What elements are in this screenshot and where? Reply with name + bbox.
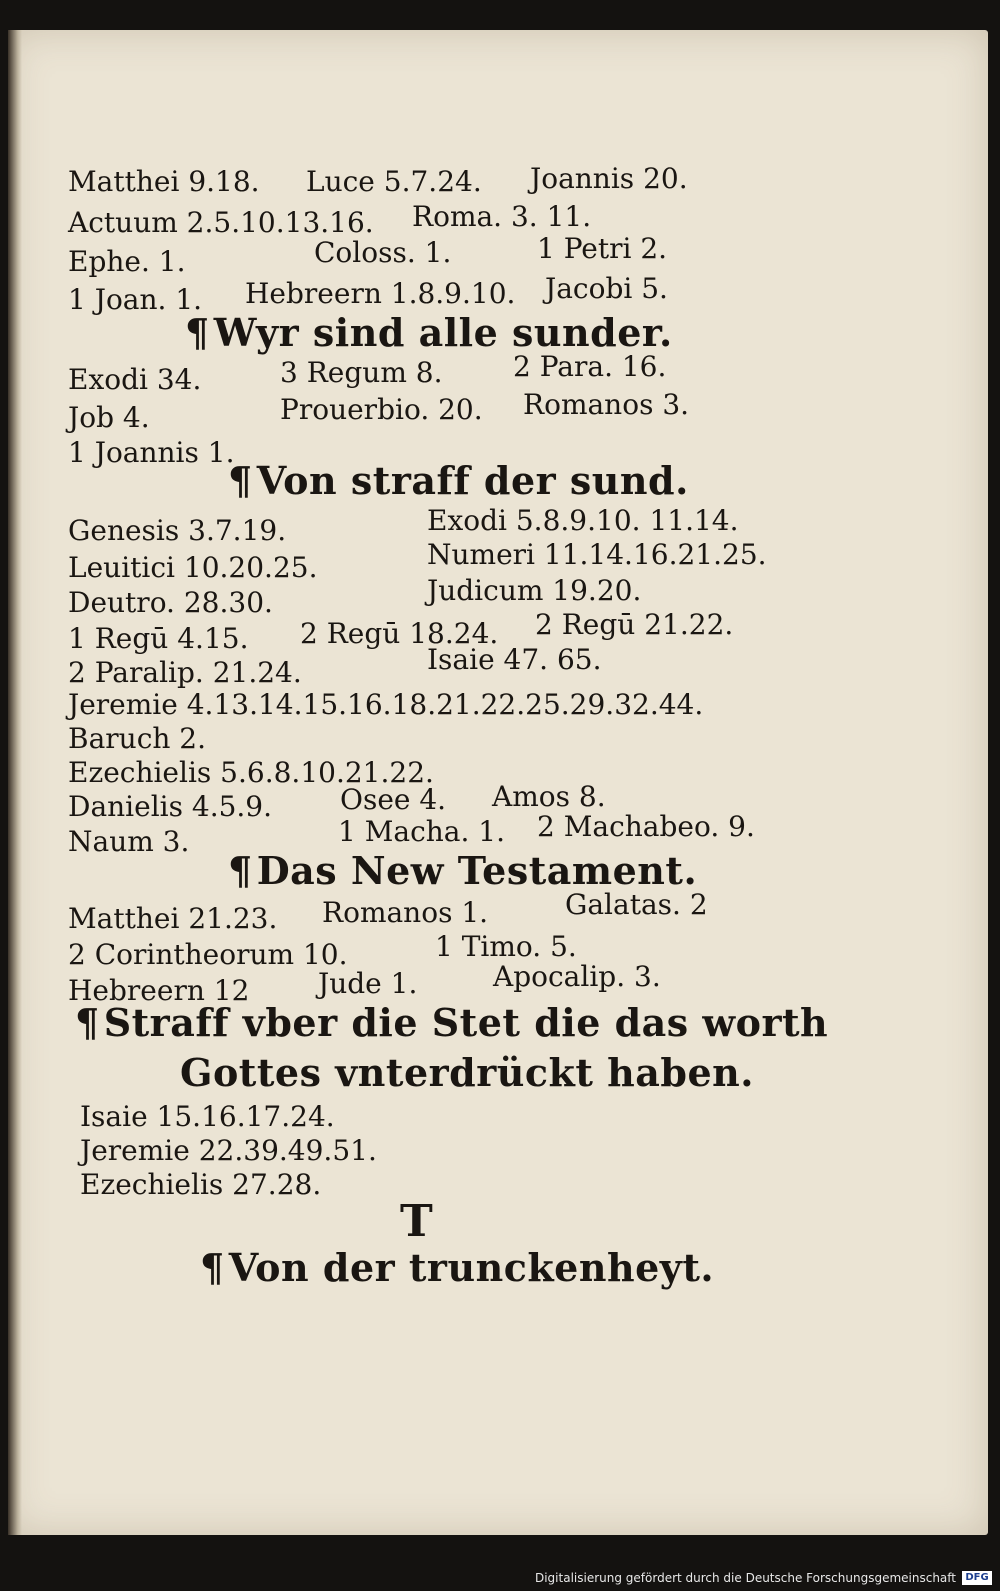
ref-entry: Luce 5.7.24. — [306, 165, 482, 198]
ref-entry: 1 Joannis 1. — [68, 436, 235, 469]
ref-entry: Deutro. 28.30. — [68, 586, 273, 619]
footer-credit: Digitalisierung gefördert durch die Deutsche Forschungsgemeinschaft — [534, 1571, 956, 1585]
pilcrow-icon: ¶ — [228, 848, 253, 893]
ref-entry: Job 4. — [68, 401, 150, 434]
ref-entry: Jeremie 4.13.14.15.16.18.21.22.25.29.32.44. — [68, 688, 704, 721]
ref-entry: Judicum 19.20. — [427, 574, 642, 607]
section-heading — [75, 1000, 828, 1045]
pilcrow-icon: ¶ — [185, 310, 210, 355]
ref-entry: Joannis 20. — [530, 162, 688, 195]
ref-entry: Romanos 3. — [523, 388, 690, 421]
section-heading — [200, 1245, 714, 1290]
ref-entry: Ezechielis 27.28. — [80, 1168, 322, 1201]
ref-entry: Romanos 1. — [322, 896, 489, 929]
ref-entry: 1 Macha. 1. — [338, 815, 506, 848]
ref-entry: Isaie 47. 65. — [427, 643, 602, 676]
ref-entry: Jacobi 5. — [545, 272, 668, 305]
ref-entry: 2 Regū 21.22. — [535, 608, 734, 641]
ref-entry: Roma. 3. 11. — [412, 200, 592, 233]
ref-entry: Exodi 34. — [68, 363, 202, 396]
ref-entry: Numeri 11.14.16.21.25. — [427, 538, 767, 571]
section-heading — [228, 458, 689, 503]
ref-entry: Exodi 5.8.9.10. 11.14. — [427, 504, 739, 537]
pilcrow-icon: ¶ — [75, 1000, 100, 1045]
section-heading-cont: Gottes vnterdrückt haben. — [180, 1050, 754, 1095]
ref-entry: Leuitici 10.20.25. — [68, 551, 318, 584]
ref-entry: 1 Joan. 1. — [68, 283, 203, 316]
heading-text: Von der trunckenheyt. — [228, 1245, 715, 1290]
ref-entry: Ezechielis 5.6.8.10.21.22. — [68, 756, 434, 789]
signature-mark: T — [400, 1196, 434, 1247]
ref-entry: Galatas. 2 — [565, 888, 708, 921]
ref-entry: 2 Machabeo. 9. — [537, 810, 755, 843]
dfg-logo-icon: DFG — [962, 1571, 992, 1585]
ref-entry: Amos 8. — [492, 780, 606, 813]
ref-entry: Hebreern 12 — [68, 974, 250, 1007]
ref-entry: Coloss. 1. — [314, 236, 452, 269]
heading-text: Das New Testament. — [256, 848, 698, 893]
ref-entry: 2 Para. 16. — [513, 350, 667, 383]
heading-text: Von straff der sund. — [256, 458, 689, 503]
ref-entry: Osee 4. — [340, 783, 447, 816]
ref-entry: 1 Regū 4.15. — [68, 622, 249, 655]
heading-text: Wyr sind alle sunder. — [213, 310, 673, 355]
ref-entry: Apocalip. 3. — [493, 960, 661, 993]
ref-entry: Matthei 9.18. — [68, 165, 260, 198]
ref-entry: Ephe. 1. — [68, 245, 186, 278]
ref-entry: 1 Timo. 5. — [435, 930, 577, 963]
ref-entry: 2 Paralip. 21.24. — [68, 656, 302, 689]
ref-entry: 1 Petri 2. — [537, 232, 668, 265]
ref-entry: Genesis 3.7.19. — [68, 514, 287, 547]
ref-entry: Baruch 2. — [68, 722, 207, 755]
ref-entry: 2 Corintheorum 10. — [68, 938, 348, 971]
ref-entry: Jude 1. — [318, 967, 418, 1000]
pilcrow-icon: ¶ — [228, 458, 253, 503]
ref-entry: Prouerbio. 20. — [280, 393, 483, 426]
ref-entry: Isaie 15.16.17.24. — [80, 1100, 335, 1133]
ref-entry: Actuum 2.5.10.13.16. — [68, 206, 374, 239]
ref-entry: Danielis 4.5.9. — [68, 790, 273, 823]
section-heading — [228, 848, 697, 893]
pilcrow-icon: ¶ — [200, 1245, 225, 1290]
ref-entry: Jeremie 22.39.49.51. — [80, 1134, 377, 1167]
section-heading — [185, 310, 673, 355]
ref-entry: 3 Regum 8. — [280, 356, 443, 389]
ref-entry: 2 Regū 18.24. — [300, 617, 499, 650]
page-gutter-shadow — [8, 30, 22, 1535]
ref-entry: Matthei 21.23. — [68, 902, 278, 935]
footer-bar — [0, 1565, 1000, 1591]
ref-entry: Hebreern 1.8.9.10. — [245, 277, 516, 310]
ref-entry: Naum 3. — [68, 825, 190, 858]
heading-text: Straff vber die Stet die das worth — [103, 1000, 829, 1045]
